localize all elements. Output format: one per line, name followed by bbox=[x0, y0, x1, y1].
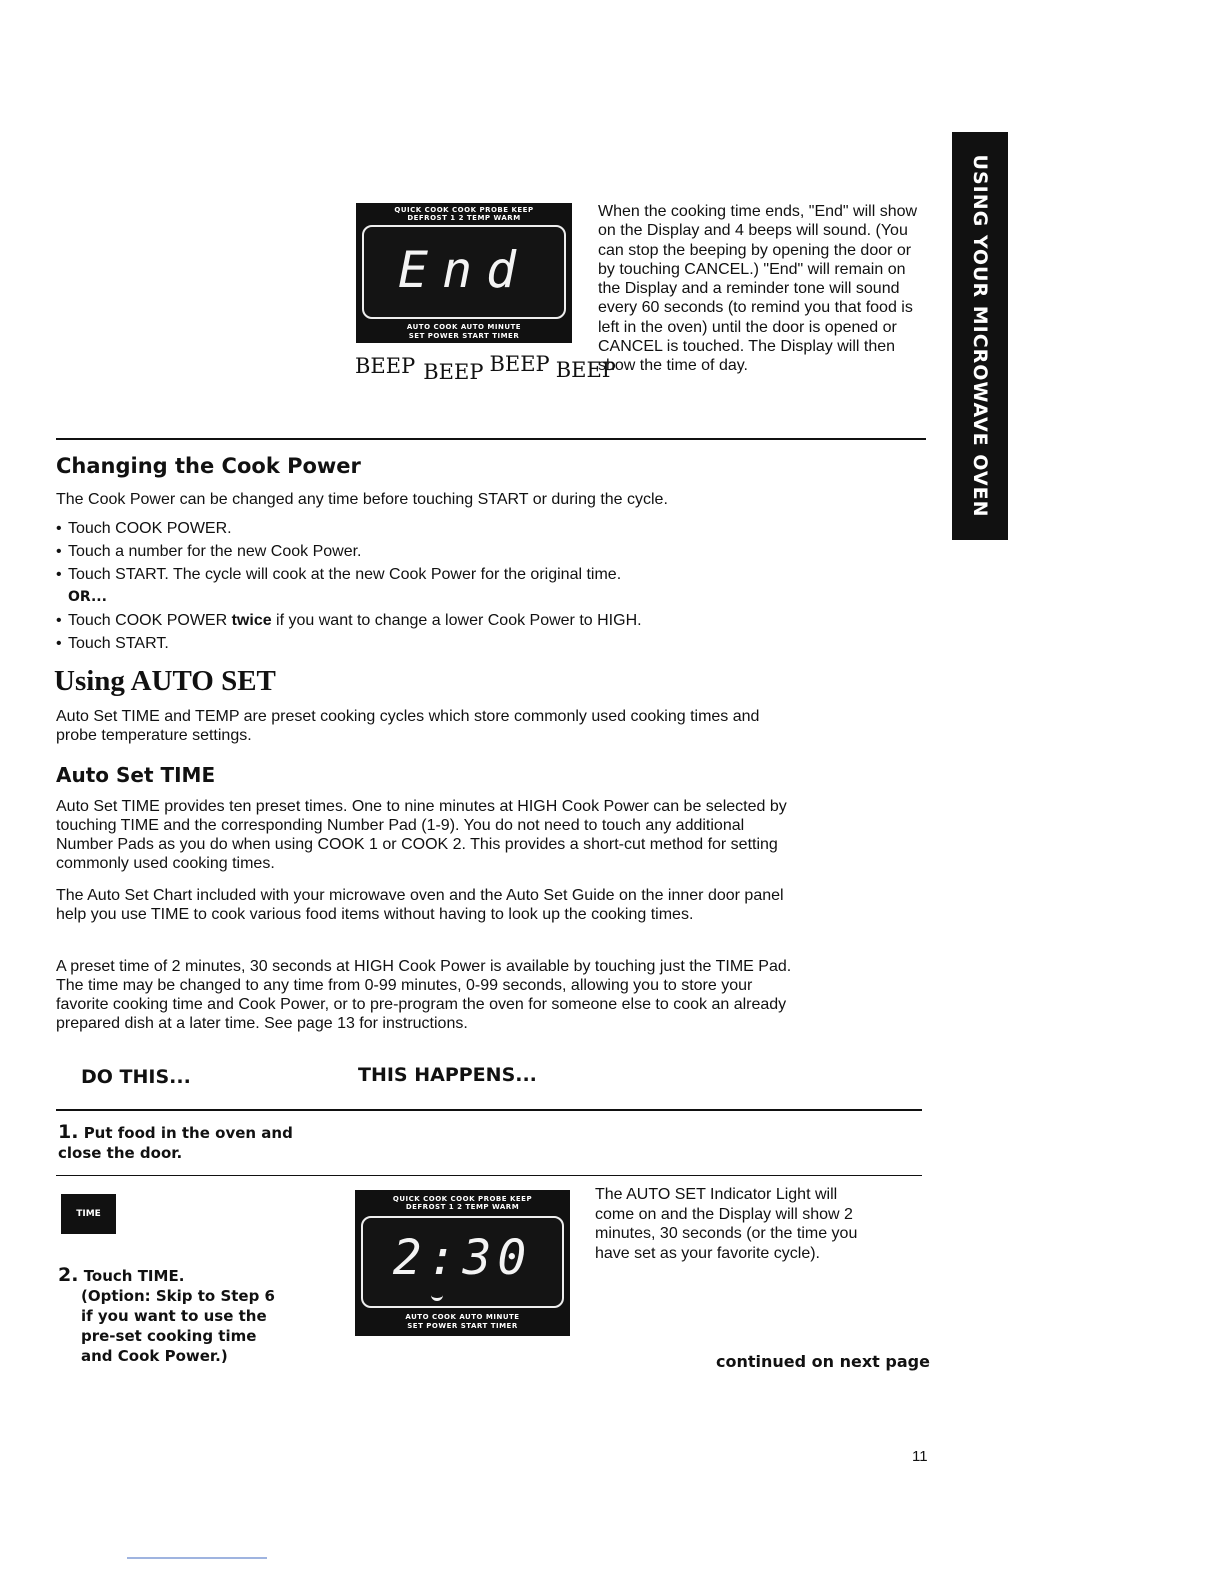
step-2-title: Touch TIME. bbox=[83, 1267, 185, 1285]
auto-set-intro: Auto Set TIME and TEMP are preset cooking cycles which store commonly used cooking times and probe temperature settings. bbox=[56, 708, 760, 744]
step-1-text: Put food in the oven and close the door. bbox=[58, 1124, 293, 1162]
list-item: • Touch COOK POWER twice if you want to change a lower Cook Power to HIGH. bbox=[56, 612, 642, 629]
display-bottom-labels-1: AUTO COOK AUTO MINUTE bbox=[406, 323, 522, 331]
display-bottom-labels-1: AUTO COOK AUTO MINUTE bbox=[405, 1313, 520, 1321]
beep-4: BEEP bbox=[555, 358, 616, 382]
display-top-labels-2: DEFROST 1 2 TEMP WARM bbox=[407, 214, 521, 222]
divider bbox=[56, 1109, 922, 1111]
this-happens-header: THIS HAPPENS... bbox=[358, 1064, 537, 1086]
display-top-labels-2: DEFROST 1 2 TEMP WARM bbox=[405, 1203, 520, 1211]
auto-set-indicator-icon bbox=[431, 1294, 443, 1301]
beep-1: BEEP bbox=[355, 354, 416, 378]
auto-time-heading: Auto Set TIME bbox=[56, 763, 216, 787]
display-end bbox=[356, 203, 572, 343]
auto-set-heading: Using AUTO SET bbox=[54, 665, 276, 697]
or-label: OR... bbox=[68, 589, 107, 605]
list-item: • Touch START. The cycle will cook at the new Cook Power for the original time. bbox=[56, 566, 622, 583]
display-digits: 2:30 bbox=[392, 1230, 533, 1286]
side-tab-text: USING YOUR MICROWAVE OVEN bbox=[969, 154, 991, 518]
beep-row bbox=[355, 348, 616, 384]
change-power-heading: Changing the Cook Power bbox=[56, 454, 361, 478]
display-bottom-labels-2: SET POWER START TIMER bbox=[408, 332, 520, 340]
do-this-header: DO THIS... bbox=[81, 1066, 191, 1088]
page-number: 11 bbox=[912, 1448, 928, 1465]
divider bbox=[56, 1175, 922, 1176]
list-item: • Touch START. bbox=[56, 635, 169, 652]
continued-note: continued on next page bbox=[716, 1352, 930, 1371]
step-number: 1. bbox=[58, 1121, 79, 1143]
change-power-steps bbox=[56, 517, 936, 655]
auto-time-paragraph-1: Auto Set TIME provides ten preset times. One to nine minutes at HIGH Cook Power can be selected by touching TIME and the corresponding Number Pad (1-9). You do not need to touch any additional Number Pads as you do when using COOK 1 or COOK 2. This provides a short-cut method for setting commonly used cooking times. bbox=[56, 798, 787, 872]
end-description: When the cooking time ends, "End" will show on the Display and 4 beeps will sound. (You can stop the beeping by opening the door or by touching CANCEL.) "End" will remain on the Display and a reminder tone will sound every 60 seconds (to remind you that food is left in the oven) until the door is opened or CANCEL is touched. The Display will then show the time of day. bbox=[598, 203, 918, 375]
step-2-option: (Option: Skip to Step 6 if you want to use the pre-set cooking time and Cook Power.) bbox=[81, 1287, 275, 1365]
beep-3: BEEP bbox=[489, 352, 550, 376]
time-pad-icon: TIME bbox=[61, 1194, 116, 1234]
side-tab bbox=[952, 132, 1008, 540]
display-bottom-labels-2: SET POWER START TIMER bbox=[407, 1322, 518, 1330]
list-item: • Touch a number for the new Cook Power. bbox=[56, 543, 362, 560]
auto-time-paragraph-3: A preset time of 2 minutes, 30 seconds at HIGH Cook Power is available by touching just the TIME Pad. The time may be changed to any time from 0-99 minutes, 0-99 seconds, allowing you to store your favorite cooking time and Cook Power, or to pre-program the oven for someone else to cook an already prepared dish at a later time. See page 13 for instructions. bbox=[56, 958, 792, 1032]
beep-2: BEEP bbox=[423, 360, 484, 384]
list-item: • Touch COOK POWER. bbox=[56, 520, 232, 537]
step-2 bbox=[58, 1265, 298, 1286]
divider bbox=[127, 1557, 267, 1559]
display-top-labels-1: QUICK COOK COOK PROBE KEEP bbox=[394, 206, 534, 214]
change-power-intro: The Cook Power can be changed any time before touching START or during the cycle. bbox=[56, 491, 668, 508]
divider bbox=[56, 438, 926, 440]
display-top-labels-1: QUICK COOK COOK PROBE KEEP bbox=[392, 1195, 533, 1203]
auto-time-paragraph-2: The Auto Set Chart included with your microwave oven and the Auto Set Guide on the inner door panel help you use TIME to cook various food items without having to look up the cooking times. bbox=[56, 887, 784, 923]
display-digits: End bbox=[397, 241, 531, 299]
step-number: 2. bbox=[58, 1264, 79, 1286]
step-1 bbox=[58, 1122, 308, 1163]
display-2-30 bbox=[355, 1190, 570, 1336]
step-2-result: The AUTO SET Indicator Light will come on and the Display will show 2 minutes, 30 seconds (or the time you have set as your favorite cycle). bbox=[595, 1186, 858, 1262]
